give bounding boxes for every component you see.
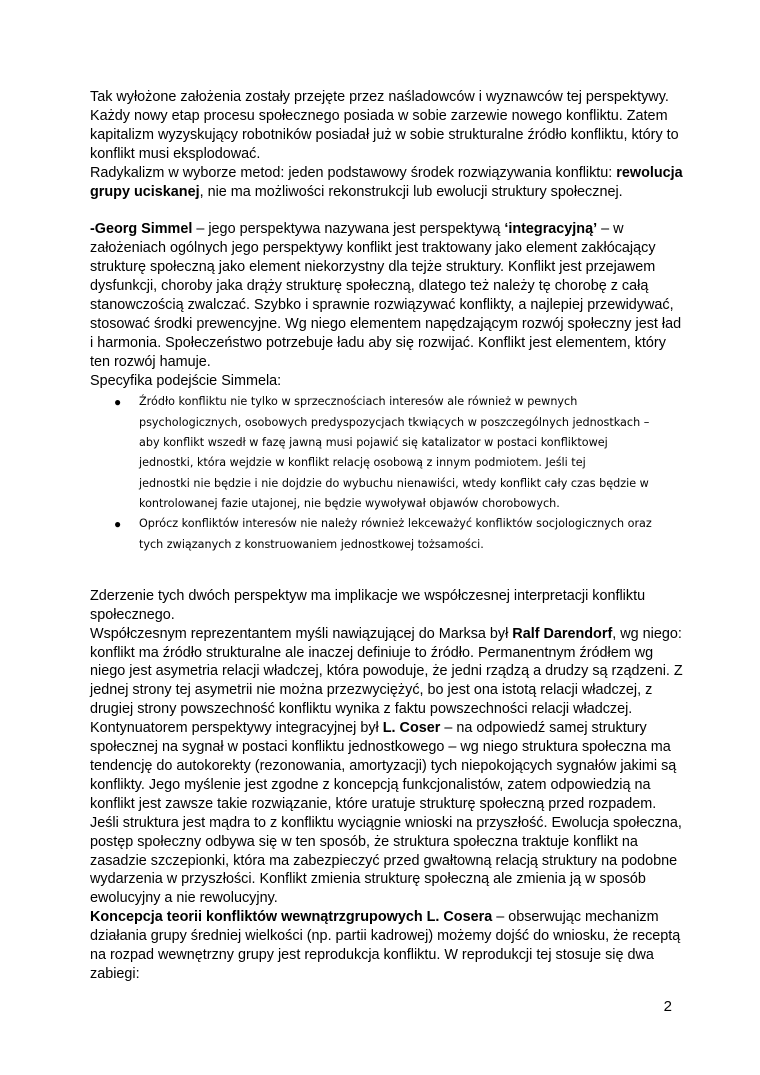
text-line <box>90 625 682 644</box>
text-span: – w <box>597 221 624 238</box>
text-line: zabiegi: <box>90 965 140 982</box>
text-line <box>90 719 674 738</box>
text-span: Współczesnym reprezentantem myśli nawiązującej do Marksa był <box>90 625 513 642</box>
text-line: i harmonia. Społeczeństwo potrzebuje ładu aby się rozwijać. Konflikt jest elementem, który <box>90 334 666 351</box>
spacer <box>90 555 674 587</box>
text-line: tendencję do autokorekty (rezonowania, amortyzacji) tych niepokojących sygnałów jakimi są <box>90 758 677 775</box>
text-span: – obserwując mechanizm <box>492 909 659 926</box>
text-span: – jego perspektywa nazywana jest perspektywą <box>192 221 505 238</box>
section-coser <box>90 719 682 908</box>
text-line: ten rozwój hamuje. <box>90 353 211 370</box>
text-line: konflikty. Jego myślenie jest zgodne z koncepcją funkcjonalistów, zatem odpowiedzią na <box>90 776 651 793</box>
text-line: konflikt ma źródło strukturalne ale inaczej definiuje to źródło. Permanentnym źródłem wg <box>90 644 654 661</box>
text-line <box>90 220 674 239</box>
text-span: – na odpowiedź samej struktury <box>440 720 647 737</box>
bold-term: grupy uciskanej <box>90 183 200 200</box>
text-span: Kontynuatorem perspektywy integracyjnej był <box>90 720 383 737</box>
list-item-line: psychologicznych, osobowych predyspozycjach tkwiących w poszczególnych jednostkach – <box>139 415 650 429</box>
text-line: Tak wyłożone założenia zostały przejęte przez naśladowców i wyznawców tej perspektywy. <box>90 89 669 105</box>
text-line: strukturę społeczną jako element niekorzystny dla tejże struktury. Konflikt jest przejawem <box>90 259 656 276</box>
bullet-list <box>90 392 674 554</box>
page-number: 2 <box>663 998 672 1015</box>
spacer <box>90 201 674 220</box>
text-line <box>90 183 674 202</box>
text-line: Każdy nowy etap procesu społecznego posiada w sobie zarzewie nowego konfliktu. Zatem <box>90 107 668 124</box>
list-item-line: Źródło konfliktu nie tylko w sprzecznościach interesów ale również w pewnych <box>139 395 578 409</box>
author-name: Ralf Darendorf <box>512 625 613 642</box>
text-line: stanowczością zwalczać. Szybko i sprawnie rozwiązywać konflikty, a najlepiej przewidywać, <box>90 296 674 313</box>
text-line: jednej strony tej asymetrii nie można przezwyciężyć, bo jest ona istotą relacji władczej, z <box>90 682 653 699</box>
list-item-line: tych związanych z konstruowaniem jednostkowej tożsamości. <box>139 537 484 551</box>
list-item-line: jednostki, która wejdzie w konflikt relację osobową z innym podmiotem. Jeśli tej <box>139 456 586 470</box>
text-line: niego jest asymetria relacji władczej, która powoduje, że jedni rządzą a drudzy są rządzeni. Z <box>90 663 683 680</box>
paragraph-intro <box>90 88 679 164</box>
text-line <box>90 908 674 927</box>
text-line: na rozpad wewnętrzny grupy jest reprodukcja konfliktu. W reprodukcji tej stosuje się dwa <box>90 947 654 964</box>
text-line: postęp społeczny odbywa się w ten sposób, że struktura społeczna traktuje konflikt na <box>90 833 638 850</box>
text-line: Jeśli struktura jest mądra to z konfliktu wyciągnie wnioski na przyszłość. Ewolucja społeczna, <box>90 814 682 831</box>
text-line: działania grupy średniej wielkości (np. partii kadrowej) możemy dojść do wniosku, że receptą <box>90 928 681 945</box>
list-item-line: jednostki nie będzie i nie dojdzie do wybuchu nienawiści, wtedy konflikt cały czas będzie w <box>139 476 649 490</box>
author-name: L. Coser <box>382 720 441 737</box>
text-line: społecznego. <box>90 606 175 623</box>
bold-term: rewolucja <box>616 164 683 181</box>
text-line: konflikt jest zawsze takie rozwiązanie, które uratuje strukturę społeczną przed rozpadem. <box>90 795 657 812</box>
section-simmel <box>90 220 682 390</box>
text-line: drugiej strony powszechność konfliktu wynika z faktu powszechności relacji władczej. <box>90 701 633 718</box>
text-line: zasadzie szczepionki, która ma zabezpieczyć przed gwałtowną relacją struktury na podobne <box>90 852 678 869</box>
text-span: Radykalizm w wyborze metod: jeden podstawowy środek rozwiązywania konfliktu: <box>90 164 617 181</box>
list-item <box>90 392 674 514</box>
text-line <box>90 164 683 183</box>
bold-term: ‘integracyjną’ <box>504 221 598 238</box>
text-line: konflikt musi eksplodować. <box>90 145 261 162</box>
paragraph-clash <box>90 587 674 625</box>
list-item-line: kontrolowanej fazie utajonej, nie będzie wywoływał objawów chorobowych. <box>139 496 560 510</box>
section-title: Koncepcja teorii konfliktów wewnątrzgrupowych L. Cosera <box>90 909 493 926</box>
text-line: wydarzenia w przyszłości. Konflikt zmienia strukturę społeczną ale zmienia ją w sposób <box>90 871 646 888</box>
text-line: Zderzenie tych dwóch perspektyw ma implikacje we współczesnej interpretacji konfliktu <box>90 587 646 604</box>
section-concept <box>90 908 681 984</box>
list-item-line: Oprócz konfliktów interesów nie należy również lekceważyć konfliktów socjologicznych oraz <box>139 517 652 531</box>
text-line: założeniach ogólnych jego perspektywy konflikt jest traktowany jako element zakłócający <box>90 240 656 257</box>
text-span: , nie ma możliwości rekonstrukcji lub ewolucji struktury społecznej. <box>199 183 623 200</box>
list-item-line: aby konflikt wszedł w fazę jawną musi pojawić się katalizator w postaci konfliktowej <box>139 436 608 450</box>
text-line: kapitalizm wyzyskujący robotników posiadał już w sobie strukturalne źródło konfliktu, który to <box>90 126 679 143</box>
list-item <box>90 514 674 555</box>
bullet-icon: ● <box>114 395 122 410</box>
author-name: -Georg Simmel <box>90 221 193 238</box>
text-span: , wg niego: <box>612 625 682 642</box>
bullet-icon: ● <box>114 517 122 532</box>
text-line: Specyfika podejście Simmela: <box>90 372 282 389</box>
text-line: dysfunkcji, choroby jaka drąży strukturę społeczną, dlatego też należy tę chorobę z całą <box>90 278 649 295</box>
text-line: stosować środki prewencyjne. Wg niego elementem napędzającym rozwój społeczny jest ład <box>90 315 682 332</box>
paragraph-radicalism <box>90 164 683 202</box>
text-line: ewolucyjny a nie rewolucyjny. <box>90 890 278 907</box>
text-line: społecznej na sygnał w postaci konfliktu jednostkowego – wg niego struktura społeczna ma <box>90 739 671 756</box>
section-darendorf <box>90 625 683 720</box>
